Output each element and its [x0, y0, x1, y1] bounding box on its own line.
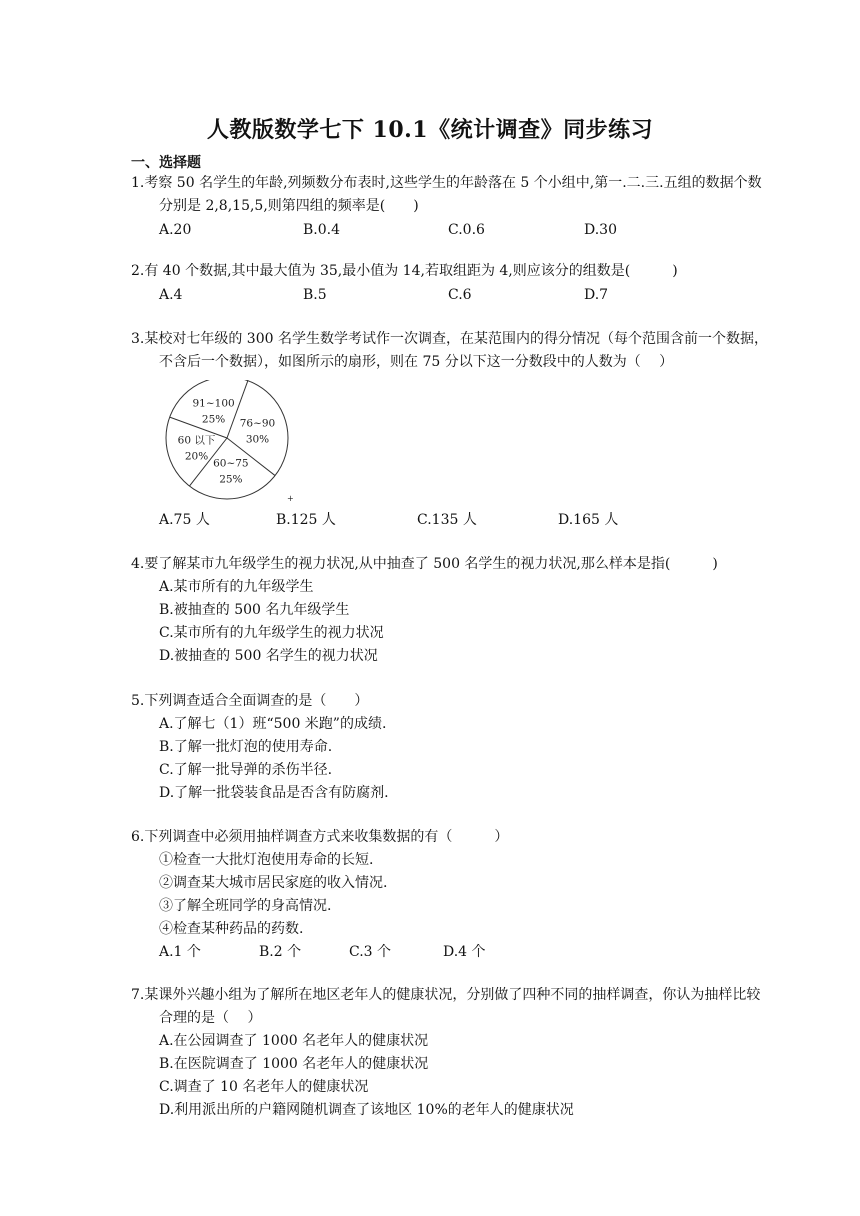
option-b[interactable]: B.2 个 — [259, 944, 302, 960]
statement-3: ③了解全班同学的身高情况. — [159, 898, 332, 914]
pie-slice-range-label: 60~75 — [213, 457, 249, 470]
option-c[interactable]: C.调查了 10 名老年人的健康状况 — [159, 1079, 369, 1095]
option-a[interactable]: A.75 人 — [159, 512, 210, 528]
question-stem: 7.某课外兴趣小组为了解所在地区老年人的健康状况，分别做了四种不同的抽样调查，你认为抽样比较合理的是（ ） — [131, 987, 761, 1026]
page-title: 人教版数学七下 10.1《统计调查》同步练习 — [206, 117, 654, 143]
question-stem: 4.要了解某市九年级学生的视力状况,从中抽查了 500 名学生的视力状况,那么样本是指( ) — [131, 556, 718, 572]
statement-4: ④检查某种药品的药数. — [159, 921, 304, 937]
option-a[interactable]: A.20 — [159, 222, 192, 238]
question-4 — [131, 553, 771, 668]
option-b[interactable]: B.5 — [303, 287, 327, 303]
question-stem: 5.下列调查适合全面调查的是（ ） — [131, 693, 369, 709]
question-stem: 3.某校对七年级的 300 名学生数学考试作一次调查，在某范围内的得分情况（每个范围含前一个数据，不含后一个数据），如图所示的扇形，则在 75 分以下这一分数段中的人数为（ ） — [131, 331, 768, 370]
option-b[interactable]: B.0.4 — [303, 222, 341, 238]
option-d[interactable]: D.165 人 — [558, 512, 619, 528]
option-c[interactable]: C.3 个 — [349, 944, 392, 960]
option-d[interactable]: D.利用派出所的户籍网随机调查了该地区 10%的老年人的健康状况 — [159, 1102, 574, 1118]
option-a[interactable]: A.在公园调查了 1000 名老年人的健康状况 — [159, 1033, 429, 1049]
option-a[interactable]: A.某市所有的九年级学生 — [159, 579, 314, 595]
options-row — [131, 219, 771, 242]
pie-slice-range-label: 76~90 — [239, 417, 276, 430]
options-row — [131, 509, 771, 532]
pie-slice-percent-label: 20% — [184, 450, 209, 463]
option-d[interactable]: D.7 — [584, 287, 609, 303]
option-d[interactable]: D.了解一批袋装食品是否含有防腐剂. — [159, 785, 389, 801]
pie-slice-percent-label: 25% — [201, 413, 226, 426]
option-c[interactable]: C.了解一批导弹的杀伤半径. — [159, 762, 333, 778]
option-b[interactable]: B.在医院调查了 1000 名老年人的健康状况 — [159, 1056, 429, 1072]
question-6 — [131, 826, 771, 964]
question-stem: 1.考察 50 名学生的年龄,列频数分布表时,这些学生的年龄落在 5 个小组中,第一.二.三.五组的数据个数分别是 2,8,15,5,则第四组的频率是( ) — [131, 175, 762, 214]
section-heading: 一、选择题 — [131, 155, 201, 171]
option-d[interactable]: D.30 — [584, 222, 617, 238]
paragraph-mark: + — [287, 494, 294, 503]
question-1 — [131, 172, 771, 242]
question-3 — [131, 328, 771, 374]
score-pie-chart — [160, 380, 300, 510]
option-c[interactable]: C.某市所有的九年级学生的视力状况 — [159, 625, 384, 641]
option-d[interactable]: D.被抽查的 500 名学生的视力状况 — [159, 648, 378, 664]
question-5 — [131, 690, 771, 805]
pie-slice-range-label: 60 以下 — [177, 434, 216, 447]
option-a[interactable]: A.1 个 — [159, 944, 201, 960]
question-stem: 6.下列调查中必须用抽样调查方式来收集数据的有（ ） — [131, 829, 509, 845]
question-3-options — [131, 508, 771, 532]
option-c[interactable]: C.135 人 — [417, 512, 477, 528]
options-row — [131, 284, 771, 307]
option-b[interactable]: B.125 人 — [276, 512, 336, 528]
pie-slice-percent-label: 30% — [245, 433, 270, 446]
options-row — [131, 941, 771, 964]
option-b[interactable]: B.被抽查的 500 名九年级学生 — [159, 602, 350, 618]
option-c[interactable]: C.0.6 — [448, 222, 485, 238]
statement-2: ②调查某大城市居民家庭的收入情况. — [159, 875, 388, 891]
pie-slice-range-label: 91~100 — [192, 397, 235, 410]
option-b[interactable]: B.了解一批灯泡的使用寿命. — [159, 739, 333, 755]
question-stem: 2.有 40 个数据,其中最大值为 35,最小值为 14,若取组距为 4,则应该分的组数是( ) — [131, 263, 678, 279]
option-a[interactable]: A.了解七（1）班“500 米跑”的成绩. — [159, 716, 387, 732]
option-d[interactable]: D.4 个 — [443, 944, 486, 960]
question-7 — [131, 984, 771, 1122]
option-a[interactable]: A.4 — [159, 287, 183, 303]
statement-1: ①检查一大批灯泡使用寿命的长短. — [159, 852, 374, 868]
pie-slice-percent-label: 25% — [219, 473, 243, 486]
option-c[interactable]: C.6 — [448, 287, 472, 303]
question-2 — [131, 260, 771, 307]
